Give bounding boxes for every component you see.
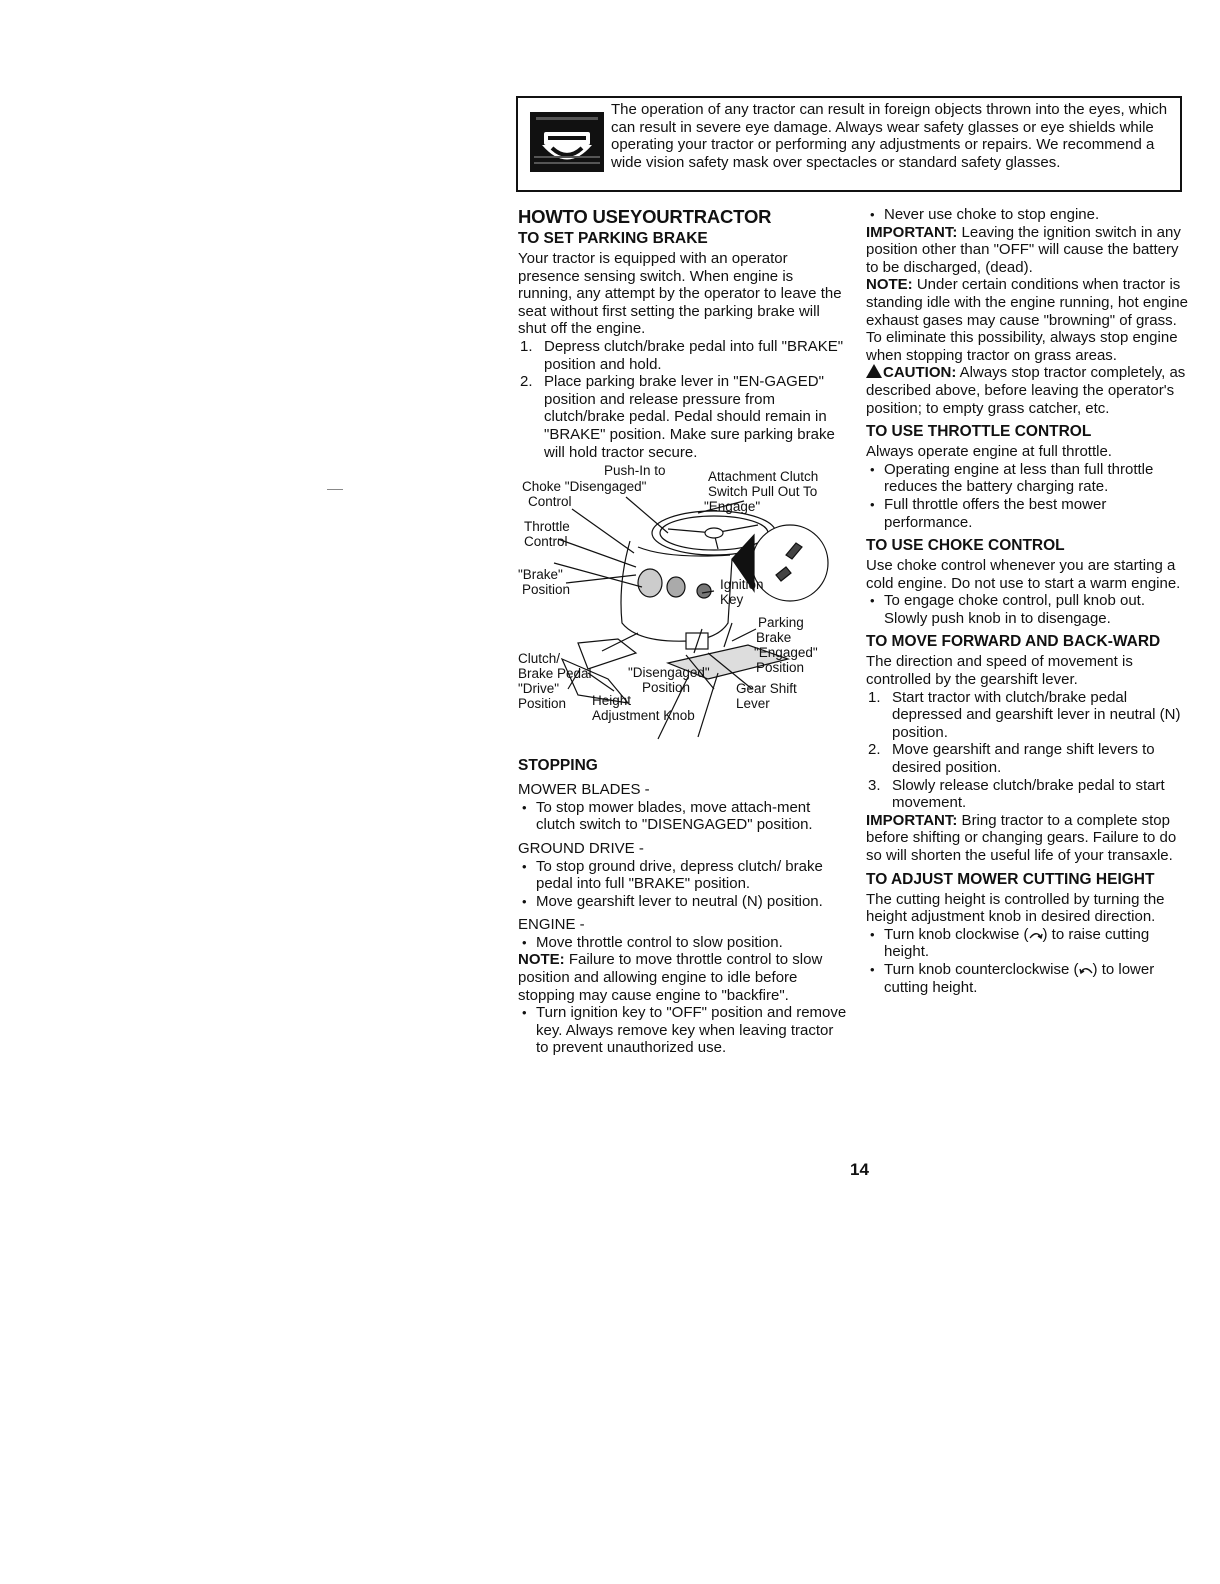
- forward-step: [866, 777, 1188, 812]
- mower-blades-heading: MOWER BLADES -: [518, 781, 650, 799]
- right-column: [866, 206, 1188, 996]
- forward-step: [866, 741, 1188, 776]
- safety-warning-box: [516, 96, 1182, 192]
- tractor-controls-figure: [518, 463, 848, 749]
- left-column: [518, 206, 848, 1057]
- important-label: IMPORTANT:: [866, 811, 958, 829]
- parking-step: [518, 338, 848, 373]
- main-heading: HOWTO USEYOURTRACTOR: [518, 206, 772, 227]
- label-clutch: Clutch/: [518, 651, 561, 667]
- note-label: NOTE:: [518, 951, 565, 969]
- forward-intro: The direction and speed of movement is controlled by the gearshift lever.: [866, 653, 1133, 689]
- important-text: Leaving the ignition switch in any position other than "OFF" will cause the battery to be discharged, (dead).: [866, 223, 1181, 276]
- step-number: 2.: [868, 741, 881, 759]
- label-height-knob: Adjustment Knob: [592, 708, 695, 724]
- label-brake-pedal: Brake Pedal: [518, 666, 592, 682]
- bullet-text: ) to lower cutting height.: [884, 960, 1155, 996]
- label-throttle-control: Control: [524, 534, 568, 550]
- page-number: 14: [850, 1160, 869, 1179]
- step-number: 2.: [520, 373, 533, 391]
- bullet-text: Turn knob counterclockwise (: [884, 960, 1079, 978]
- stopping-heading: STOPPING: [518, 757, 598, 775]
- caution-label: CAUTION:: [883, 364, 957, 382]
- throttle-bullet: • Operating engine at less than full throttle reduces the battery charging rate.: [866, 461, 1188, 496]
- important-label: IMPORTANT:: [866, 223, 958, 241]
- safety-glasses-icon: [530, 112, 604, 172]
- ground-drive-bullet: • To stop ground drive, depress clutch/ brake pedal into full "BRAKE" position.: [518, 858, 848, 893]
- choke-warning-bullet: • Never use choke to stop engine.: [866, 206, 1188, 224]
- important-text: Bring tractor to a complete stop before shifting or changing gears. Failure to do so will shorten the useful life of your transaxle.: [866, 811, 1177, 864]
- forward-backward-heading: TO MOVE FORWARD AND BACK-WARD: [866, 633, 1161, 651]
- cutting-height-bullet: [866, 961, 1188, 996]
- throttle-bullet: • Full throttle offers the best mower performance.: [866, 496, 1188, 531]
- label-brake: "Brake": [518, 567, 563, 583]
- note-text: Failure to move throttle control to slow position and allowing engine to idle before stopping may cause engine to "backfire".: [518, 951, 823, 1004]
- label-parking-brake: Brake: [756, 630, 792, 646]
- clockwise-arrow-icon: [1029, 930, 1043, 940]
- throttle-intro: Always operate engine at full throttle.: [866, 443, 1112, 461]
- label-attachment-engage: "Engage": [704, 499, 761, 515]
- cutting-height-heading: TO ADJUST MOWER CUTTING HEIGHT: [866, 870, 1155, 888]
- label-throttle: Throttle: [524, 519, 570, 535]
- step-text: Slowly release clutch/brake pedal to start movement.: [892, 776, 1165, 812]
- throttle-heading: TO USE THROTTLE CONTROL: [866, 423, 1092, 441]
- label-push-in: Push-In to: [604, 463, 666, 479]
- mower-blades-bullet: • To stop mower blades, move attach-ment clutch switch to "DISENGAGED" position.: [518, 799, 848, 834]
- label-drive: "Drive": [518, 681, 560, 697]
- cutting-height-intro: The cutting height is controlled by turning the height adjustment knob in desired direction.: [866, 890, 1165, 926]
- engine-heading: ENGINE -: [518, 916, 585, 934]
- caution-icon: [866, 364, 882, 378]
- engine-bullet: • Turn ignition key to "OFF" position and remove key. Always remove key when leaving tractor to prevent unauthorized use.: [518, 1004, 848, 1057]
- step-number: 1.: [520, 337, 533, 355]
- label-gear-shift: Gear Shift: [736, 681, 797, 697]
- cutting-height-bullet: [866, 926, 1188, 961]
- label-ignition: Ignition: [720, 577, 764, 593]
- step-number: 3.: [868, 776, 881, 794]
- engine-note: [518, 951, 848, 1004]
- label-parking: Parking: [758, 615, 804, 631]
- parking-brake-heading: TO SET PARKING BRAKE: [518, 230, 708, 247]
- note-text: Under certain conditions when tractor is standing idle with the engine running, hot engine exhaust gases may cause "browning" of grass. To eliminate this possibility, always stop engine when stopping tractor on grass areas.: [866, 276, 1188, 364]
- parking-step: [518, 373, 848, 461]
- label-attachment-switch: Switch Pull Out To: [708, 484, 818, 500]
- scan-mark: [327, 489, 343, 490]
- forward-step: [866, 689, 1188, 742]
- label-ignition-key: Key: [720, 592, 744, 608]
- note-browning: [866, 276, 1188, 364]
- label-attachment-clutch: Attachment Clutch: [708, 469, 819, 485]
- safety-warning-text: The operation of any tractor can result in foreign objects thrown into the eyes, which can result in severe eye damage. Always wear safety glasses or eye shields while operating your tractor or performing any adjustments or repairs. We recommend a wide vision safety mask over spectacles or standard safety glasses.: [611, 101, 1168, 171]
- important-gears: [866, 812, 1188, 865]
- step-text: Start tractor with clutch/brake pedal depressed and gearshift lever in neutral (N) position.: [892, 688, 1181, 741]
- label-choke: Choke "Disengaged": [522, 479, 647, 495]
- note-label: NOTE:: [866, 276, 913, 294]
- ground-drive-bullet: • Move gearshift lever to neutral (N) position.: [518, 893, 848, 911]
- important-ignition: [866, 224, 1188, 277]
- choke-intro: Use choke control whenever you are starting a cold engine. Do not use to start a warm engine.: [866, 557, 1181, 592]
- bullet-text: ) to raise cutting height.: [884, 925, 1150, 961]
- label-choke-control: Control: [528, 494, 572, 510]
- ground-drive-heading: GROUND DRIVE -: [518, 839, 644, 857]
- bullet-text: Turn knob clockwise (: [884, 925, 1029, 943]
- label-drive-position: Position: [518, 696, 567, 712]
- label-gear-lever: Lever: [736, 696, 770, 712]
- step-number: 1.: [868, 688, 881, 706]
- label-parking-engaged: "Engaged": [754, 645, 818, 661]
- step-text: Place parking brake lever in "EN-GAGED" position and release pressure from clutch/brake pedal. Pedal should remain in "BRAKE" position. Make sure parking brake will hold tractor secure.: [544, 373, 835, 461]
- label-height: Height: [592, 693, 632, 709]
- label-parking-position: Position: [756, 660, 805, 676]
- counterclockwise-arrow-icon: [1079, 965, 1093, 975]
- label-disengaged-position: Position: [642, 680, 691, 696]
- label-brake-position: Position: [522, 582, 571, 598]
- choke-heading: TO USE CHOKE CONTROL: [866, 537, 1065, 555]
- step-text: Depress clutch/brake pedal into full "BRAKE" position and hold.: [544, 337, 844, 373]
- label-disengaged: "Disengaged": [628, 665, 710, 681]
- step-text: Move gearshift and range shift levers to desired position.: [892, 741, 1155, 777]
- engine-bullet: • Move throttle control to slow position.: [518, 934, 848, 952]
- caution-text: Always stop tractor completely, as described above, before leaving the operator's position; to empty grass catcher, etc.: [866, 364, 1186, 417]
- caution-paragraph: [866, 364, 1188, 417]
- choke-bullet: • To engage choke control, pull knob out. Slowly push knob in to disengage.: [866, 592, 1188, 627]
- parking-brake-intro: Your tractor is equipped with an operator presence sensing switch. When engine is running, any attempt by the operator to leave the seat without first setting the parking brake will shut off the engine.: [518, 250, 842, 338]
